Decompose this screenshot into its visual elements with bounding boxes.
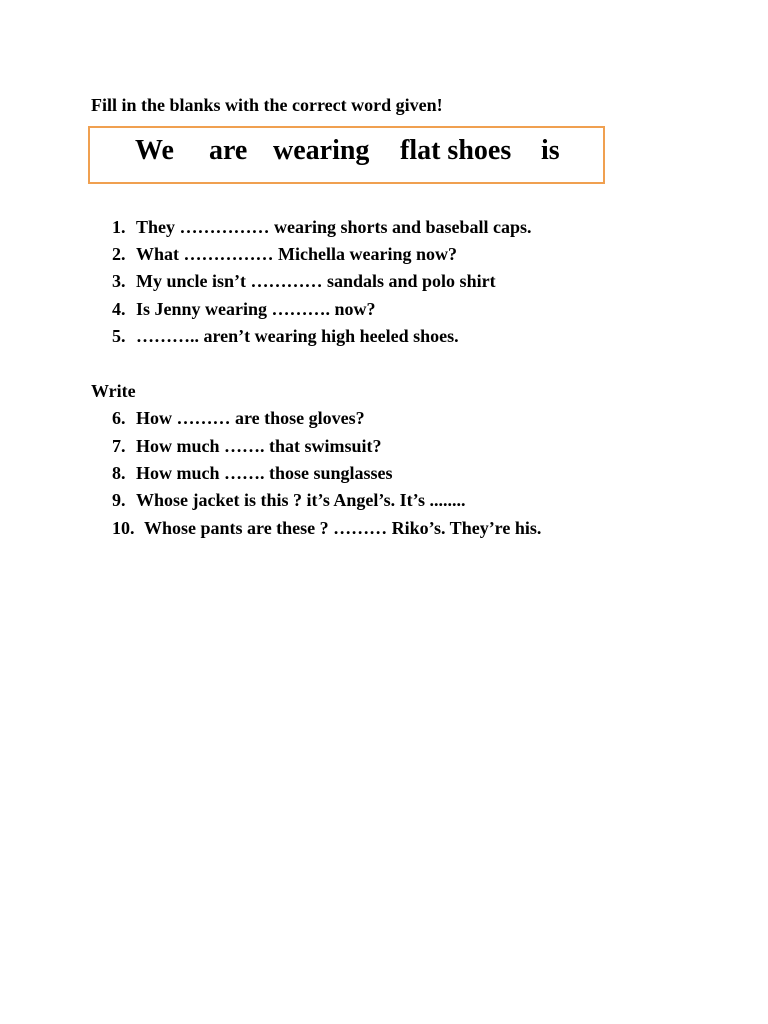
item-number: 6. — [112, 408, 126, 428]
item-number: 1. — [112, 217, 126, 237]
exercise-item-10 — [112, 517, 541, 539]
instruction-text: Fill in the blanks with the correct word given! — [91, 95, 443, 115]
word-bank-word-we: We — [135, 135, 174, 166]
item-text: My uncle isn’t ………… sandals and polo shirt — [136, 271, 496, 291]
item-number: 5. — [112, 326, 126, 346]
exercise-item-3 — [112, 270, 496, 292]
item-text: What …………… Michella wearing now? — [136, 244, 457, 264]
word-bank-word-is: is — [541, 135, 560, 166]
word-bank-word-wearing: wearing — [273, 135, 370, 166]
item-number: 2. — [112, 244, 126, 264]
item-number: 3. — [112, 271, 126, 291]
item-number: 7. — [112, 436, 126, 456]
exercise-item-1 — [112, 216, 532, 238]
exercise-item-6 — [112, 407, 365, 429]
item-text: They …………… wearing shorts and baseball caps. — [136, 217, 532, 237]
item-text: How much ……. those sunglasses — [136, 463, 393, 483]
item-text: Whose pants are these ? ……… Riko’s. They’re his. — [144, 518, 542, 538]
exercise-item-5 — [112, 325, 459, 347]
exercise-item-9 — [112, 489, 466, 511]
item-text: How much ……. that swimsuit? — [136, 436, 382, 456]
item-number: 8. — [112, 463, 126, 483]
word-bank-word-flat-shoes: flat shoes — [400, 135, 512, 166]
exercise-item-7 — [112, 435, 382, 457]
item-number: 9. — [112, 490, 126, 510]
exercise-item-4 — [112, 298, 376, 320]
item-number: 4. — [112, 299, 126, 319]
item-number: 10. — [112, 518, 135, 538]
item-text: How ……… are those gloves? — [136, 408, 365, 428]
exercise-item-2 — [112, 243, 457, 265]
item-text: Is Jenny wearing ………. now? — [136, 299, 376, 319]
item-text: ……….. aren’t wearing high heeled shoes. — [136, 326, 459, 346]
section-heading-write: Write — [91, 381, 136, 401]
item-text: Whose jacket is this ? it’s Angel’s. It’s ........ — [136, 490, 466, 510]
word-bank-word-are: are — [209, 135, 248, 166]
exercise-item-8 — [112, 462, 393, 484]
